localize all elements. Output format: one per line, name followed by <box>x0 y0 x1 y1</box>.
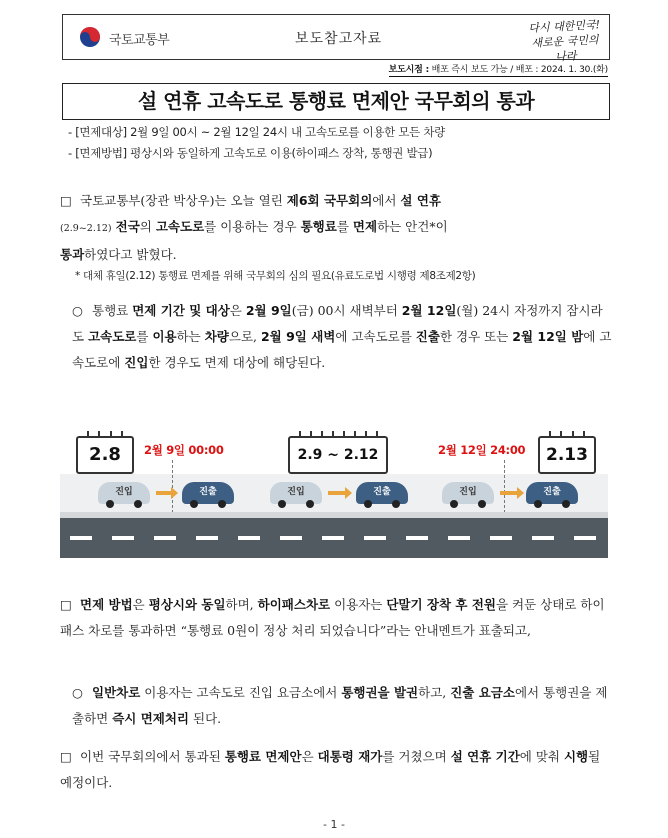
text: 이번 국무회의에서 통과된 <box>80 749 225 764</box>
text: 에서 통행권을 제출하면 <box>72 685 608 726</box>
release-info <box>389 62 608 77</box>
bold-text: 즉시 면제처리 <box>112 711 190 726</box>
footnote: * 대체 휴일(2.12) 통행료 면제를 위해 국무회의 심의 필요(유료도로법 시행령 제8조제2항) <box>75 270 476 282</box>
release-label: 보도시점 : <box>388 65 429 75</box>
calendar-period-dates: 2.9 ~ 2.12 <box>297 447 379 463</box>
text: 에서 <box>372 193 401 208</box>
highway-road <box>60 518 608 558</box>
text: 를 <box>336 219 353 234</box>
bold-text: 일반차로 <box>92 685 141 700</box>
bold-text: 통행권을 발권 <box>341 685 419 700</box>
bold-text: 2월 12일 <box>401 303 457 318</box>
calendar-end <box>538 436 596 474</box>
page-number: - 1 - <box>323 818 345 831</box>
bold-text: 면제 기간 및 대상 <box>132 303 230 318</box>
circle-bullet: ○ <box>72 303 83 318</box>
text: 를 이용하는 경우 <box>204 219 301 234</box>
text: 에 맞춰 <box>519 749 564 764</box>
bold-text: 전국 <box>115 219 140 234</box>
bold-text: 차량 <box>204 329 229 344</box>
car-label: 진출 <box>199 487 217 497</box>
circle-bullet: ○ <box>72 685 83 700</box>
end-boundary-line <box>504 460 505 518</box>
bold-text: 2월 12일 밤 <box>512 329 584 344</box>
bold-text: 하이패스차로 <box>257 597 331 612</box>
date-range: (2.9~2.12) <box>60 223 112 234</box>
calendar-rings <box>544 431 590 437</box>
slogan-line-1: 다시 대한민국! <box>528 18 601 35</box>
square-bullet: □ <box>60 597 72 612</box>
paragraph-5 <box>60 744 612 796</box>
bold-text: 대통령 재가 <box>317 749 383 764</box>
toll-exemption-infographic <box>60 422 608 562</box>
bold-text: 설 연휴 <box>400 193 441 208</box>
car-label: 진출 <box>543 487 561 497</box>
bold-text: 시행 <box>563 749 589 764</box>
summary-method: - [면제방법] 평상시와 동일하게 고속도로 이용(하이패스 장착, 통행권 발급) <box>68 146 433 160</box>
paragraph-1 <box>60 188 612 268</box>
bold-text: 진출 요금소 <box>450 685 515 700</box>
taegeuk-logo-icon <box>79 26 101 48</box>
calendar-rings <box>294 431 382 437</box>
text: 국토교통부(장관 박상우)는 오늘 열린 <box>80 193 287 208</box>
bold-text: 통행료 면제안 <box>224 749 302 764</box>
bold-text: 고속도로 <box>155 219 205 234</box>
square-bullet: □ <box>60 749 72 764</box>
arrow-icon <box>156 491 172 495</box>
paragraph-3 <box>60 592 612 644</box>
calendar-end-date: 2.13 <box>546 445 588 465</box>
calendar-start-date: 2.8 <box>89 444 121 465</box>
exit-car-1 <box>182 482 234 504</box>
text: 될 예정이다. <box>60 749 601 790</box>
text: (금) 00시 새벽부터 <box>291 303 402 318</box>
paragraph-2 <box>72 298 612 376</box>
page-title: 설 연휴 고속도로 통행료 면제안 국무회의 통과 <box>137 89 535 113</box>
bold-text: 제6회 국무회의 <box>286 193 373 208</box>
summary-target: - [면제대상] 2월 9일 00시 ~ 2월 12일 24시 내 고속도로를 이용한 모든 차량 <box>68 125 445 139</box>
calendar-period <box>288 436 388 474</box>
arrow-icon <box>500 491 518 495</box>
text: 한 경우도 면제 대상에 해당된다. <box>148 355 326 370</box>
text: 를 거쳤으며 <box>382 749 451 764</box>
bold-text: 진입 <box>124 355 149 370</box>
bold-text: 고속도로 <box>88 329 137 344</box>
entry-car-2 <box>270 482 322 504</box>
car-label: 진입 <box>287 487 305 497</box>
car-label: 진입 <box>115 487 133 497</box>
bold-text: 2월 9일 새벽 <box>260 329 336 344</box>
calendar-start <box>76 436 134 474</box>
start-time-label: 2월 9일 00:00 <box>144 443 224 457</box>
car-label: 진출 <box>373 487 391 497</box>
car-label: 진입 <box>459 487 477 497</box>
text: 하는 <box>176 329 205 344</box>
paragraph-4 <box>72 680 612 732</box>
text: 하며, <box>225 597 258 612</box>
release-text: 배포 즉시 보도 가능 / 배포 : 2024. 1. 30.(화) <box>431 65 608 75</box>
text: 된다. <box>189 711 222 726</box>
arrow-icon <box>328 491 346 495</box>
text: 한 경우 또는 <box>439 329 513 344</box>
slogan-line-2: 새로운 국민의 나라 <box>531 33 599 64</box>
end-time-label: 2월 12일 24:00 <box>438 443 526 457</box>
bold-text: 설 연휴 기간 <box>450 749 520 764</box>
text: 를 <box>136 329 153 344</box>
bold-text: 단말기 장착 후 전원 <box>386 597 496 612</box>
document-type: 보도참고자료 <box>295 31 383 47</box>
title-box <box>62 83 610 120</box>
text: 통행료 <box>92 303 133 318</box>
text: (월) 24시 자정까지 잠시라도 <box>72 303 603 344</box>
bold-text: 통행료 <box>300 219 337 234</box>
text: 의 <box>139 219 156 234</box>
text: 은 <box>229 303 246 318</box>
bold-text: 면제 <box>352 219 378 234</box>
text: 은 <box>132 597 149 612</box>
text: 하고, <box>418 685 451 700</box>
text: 으로, <box>228 329 261 344</box>
text: 을 켜둔 상태로 하이패스 차로를 통과하면 “통행료 0원이 정상 처리 되었습니다”라는 안내멘트가 표출되고, <box>60 597 605 638</box>
bold-text: 2월 9일 <box>245 303 292 318</box>
text: 이용자는 고속도로 진입 요금소에서 <box>140 685 342 700</box>
bold-text: 진출 <box>415 329 440 344</box>
bold-text: 이용 <box>152 329 177 344</box>
entry-car-3 <box>442 482 494 504</box>
text: 에 고속도로를 <box>335 329 416 344</box>
square-bullet: □ <box>60 193 72 208</box>
text: 이용자는 <box>330 597 387 612</box>
ministry-name: 국토교통부 <box>109 33 170 48</box>
text: 은 <box>301 749 318 764</box>
bold-text: 통과 <box>60 247 85 262</box>
bold-text: 면제 방법 <box>80 597 133 612</box>
exit-car-2 <box>356 482 408 504</box>
slogan <box>526 17 604 66</box>
header-box <box>62 14 610 64</box>
text: 하였다고 밝혔다. <box>84 247 177 262</box>
calendar-rings <box>82 431 128 437</box>
bold-text: 평상시와 동일 <box>148 597 226 612</box>
entry-car-1 <box>98 482 150 504</box>
text: 하는 안건*이 <box>377 219 448 234</box>
text: 에 고속도로에 <box>72 329 612 370</box>
exit-car-3 <box>526 482 578 504</box>
